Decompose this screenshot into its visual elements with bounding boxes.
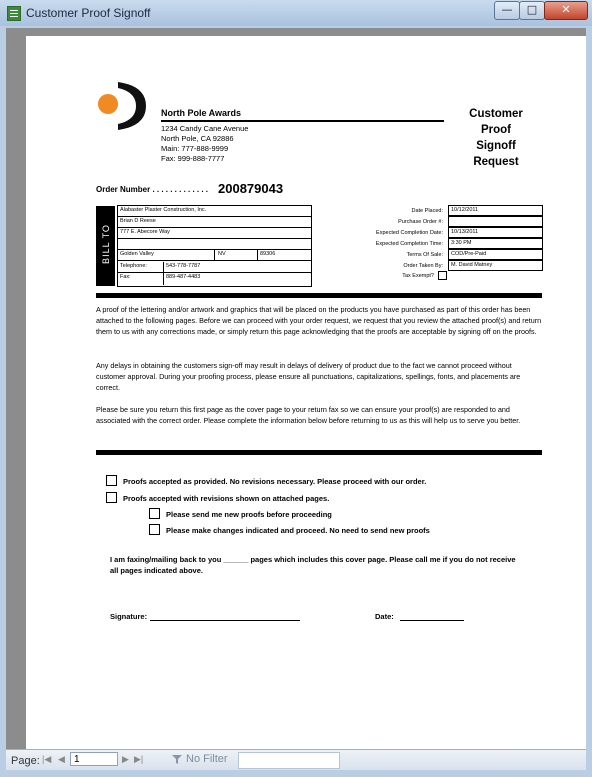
intro-paragraph: A proof of the lettering and/or artwork and graphics that will be placed on the products you have purchased as part of this order has been attached to the following pages. Before we can proceed with your order request, we request that you review the attached proof(s) and return them to us with any corrections made, or simply return this page acknowledging that the proofs are acceptable by signing off on the proofs. xyxy=(96,305,542,336)
signature-label: Signature: xyxy=(110,612,148,621)
report-page xyxy=(26,36,586,749)
company-address: 1234 Candy Cane Avenue xyxy=(161,124,249,133)
completion-time-value: 3:30 PM xyxy=(451,240,472,246)
order-info-value xyxy=(448,216,543,227)
signature-line xyxy=(150,620,300,621)
document-title-line: Request xyxy=(473,156,519,168)
section-divider xyxy=(96,293,542,298)
faxing-note: I am faxing/mailing back to you ______ pages which includes this cover page. Please call me if you do not receive all pages indicated above. xyxy=(110,555,516,575)
bill-to-city: Golden Valley xyxy=(120,251,154,257)
maximize-icon: □ xyxy=(526,3,538,16)
return-paragraph: Please be sure you return this first page as the cover page to your return fax so we can ensure your proof(s) are responded to and associated with the correct order. Please complete the information below before returning to us as this will help us to serve you better. xyxy=(96,405,521,425)
bill-to-label: BILL TO xyxy=(101,224,111,264)
report-preview-area[interactable] xyxy=(6,28,586,749)
order-info-label: Expected Completion Date: xyxy=(376,230,443,236)
accepted-checkbox xyxy=(106,475,117,486)
filter-icon xyxy=(172,755,182,764)
delay-paragraph: Any delays in obtaining the customers sign-off may result in delays of delivery of product due to the fact we cannot proceed without customer approval. During your proofing process, please ensure all punctuations, capitalizations, spellings, fonts, and placements are correct. xyxy=(96,361,521,392)
page-label: Page: xyxy=(11,755,40,767)
search-box[interactable] xyxy=(238,752,340,769)
order-info-value xyxy=(448,249,543,260)
order-info-value xyxy=(448,205,543,216)
maximize-button[interactable] xyxy=(519,1,545,20)
send-new-checkbox xyxy=(149,508,160,519)
order-taken-by-value: M. David Matney xyxy=(451,262,493,268)
date-line xyxy=(400,620,464,621)
page-number-input[interactable]: 1 xyxy=(70,752,118,766)
company-main: Main: 777-888-9999 xyxy=(161,144,229,153)
make-changes-label: Please make changes indicated and proceed. No need to send new proofs xyxy=(166,526,430,535)
close-icon: ✕ xyxy=(561,3,571,16)
terms-of-sale-value: COD/Pre-Paid xyxy=(451,251,487,257)
bill-to-telephone: 543-778-7787 xyxy=(166,263,201,269)
send-new-label: Please send me new proofs before proceeding xyxy=(166,510,332,519)
order-info-label: Terms Of Sale: xyxy=(406,252,443,258)
date-label: Date: xyxy=(375,612,394,621)
order-info-label: Date Placed: xyxy=(411,208,443,214)
order-info-label: Order Taken By: xyxy=(403,263,443,269)
section-divider xyxy=(96,450,542,455)
window-title: Customer Proof Signoff xyxy=(26,6,151,20)
company-city: North Pole, CA 92886 xyxy=(161,134,234,143)
close-button[interactable] xyxy=(544,1,588,20)
previous-page-icon[interactable]: ◀ xyxy=(58,754,65,764)
first-page-icon[interactable]: |◀ xyxy=(42,754,52,764)
minimize-icon: — xyxy=(501,3,513,16)
bill-to-state: NV xyxy=(218,251,226,257)
tax-exempt-checkbox xyxy=(438,271,447,280)
date-placed-value: 10/12/2011 xyxy=(451,207,479,213)
title-bar[interactable] xyxy=(0,0,592,26)
order-info-value xyxy=(448,238,543,249)
bill-to-table xyxy=(117,205,312,287)
bill-to-company: Alabaster Plaster Construction, Inc. xyxy=(120,207,207,213)
next-page-icon[interactable]: ▶ xyxy=(122,754,129,764)
last-page-icon[interactable]: ▶| xyxy=(134,754,144,764)
order-info-label: Expected Completion Time: xyxy=(375,241,443,247)
bill-to-street: 777 E. Abecore Way xyxy=(120,229,170,235)
order-info-value xyxy=(448,260,543,271)
report-icon xyxy=(7,6,21,21)
revisions-checkbox xyxy=(106,492,117,503)
company-fax: Fax: 999-888-7777 xyxy=(161,154,225,163)
header-rule xyxy=(161,120,444,122)
filter-status[interactable]: No Filter xyxy=(186,753,228,765)
make-changes-checkbox xyxy=(149,524,160,535)
accepted-label: Proofs accepted as provided. No revisions necessary. Please proceed with our order. xyxy=(123,477,427,486)
minimize-button[interactable] xyxy=(494,1,520,20)
fax-label: Fax: xyxy=(120,274,131,280)
order-info-value xyxy=(448,227,543,238)
bill-to-fax: 889-487-4483 xyxy=(166,274,201,280)
order-number-label: Order Number . . . . . . . . . . . . . xyxy=(96,185,209,194)
document-title xyxy=(450,106,542,170)
company-name: North Pole Awards xyxy=(161,108,242,118)
bill-to-contact: Brian D Reese xyxy=(120,218,156,224)
logo-arc xyxy=(112,80,148,132)
order-info-label: Purchase Order #: xyxy=(398,219,443,225)
document-title-line: Customer xyxy=(469,108,523,120)
bill-to-zip: 89306 xyxy=(260,251,276,257)
status-bar xyxy=(6,749,586,770)
order-number: 200879043 xyxy=(218,181,284,196)
revisions-label: Proofs accepted with revisions shown on attached pages. xyxy=(123,494,330,503)
tax-exempt-label: Tax Exempt? xyxy=(402,273,434,279)
telephone-label: Telephone: xyxy=(120,263,147,269)
document-title-line: Proof xyxy=(480,124,512,136)
completion-date-value: 10/13/2011 xyxy=(451,229,479,235)
document-title-line: Signoff xyxy=(476,140,516,152)
bill-to-tab xyxy=(96,206,115,286)
